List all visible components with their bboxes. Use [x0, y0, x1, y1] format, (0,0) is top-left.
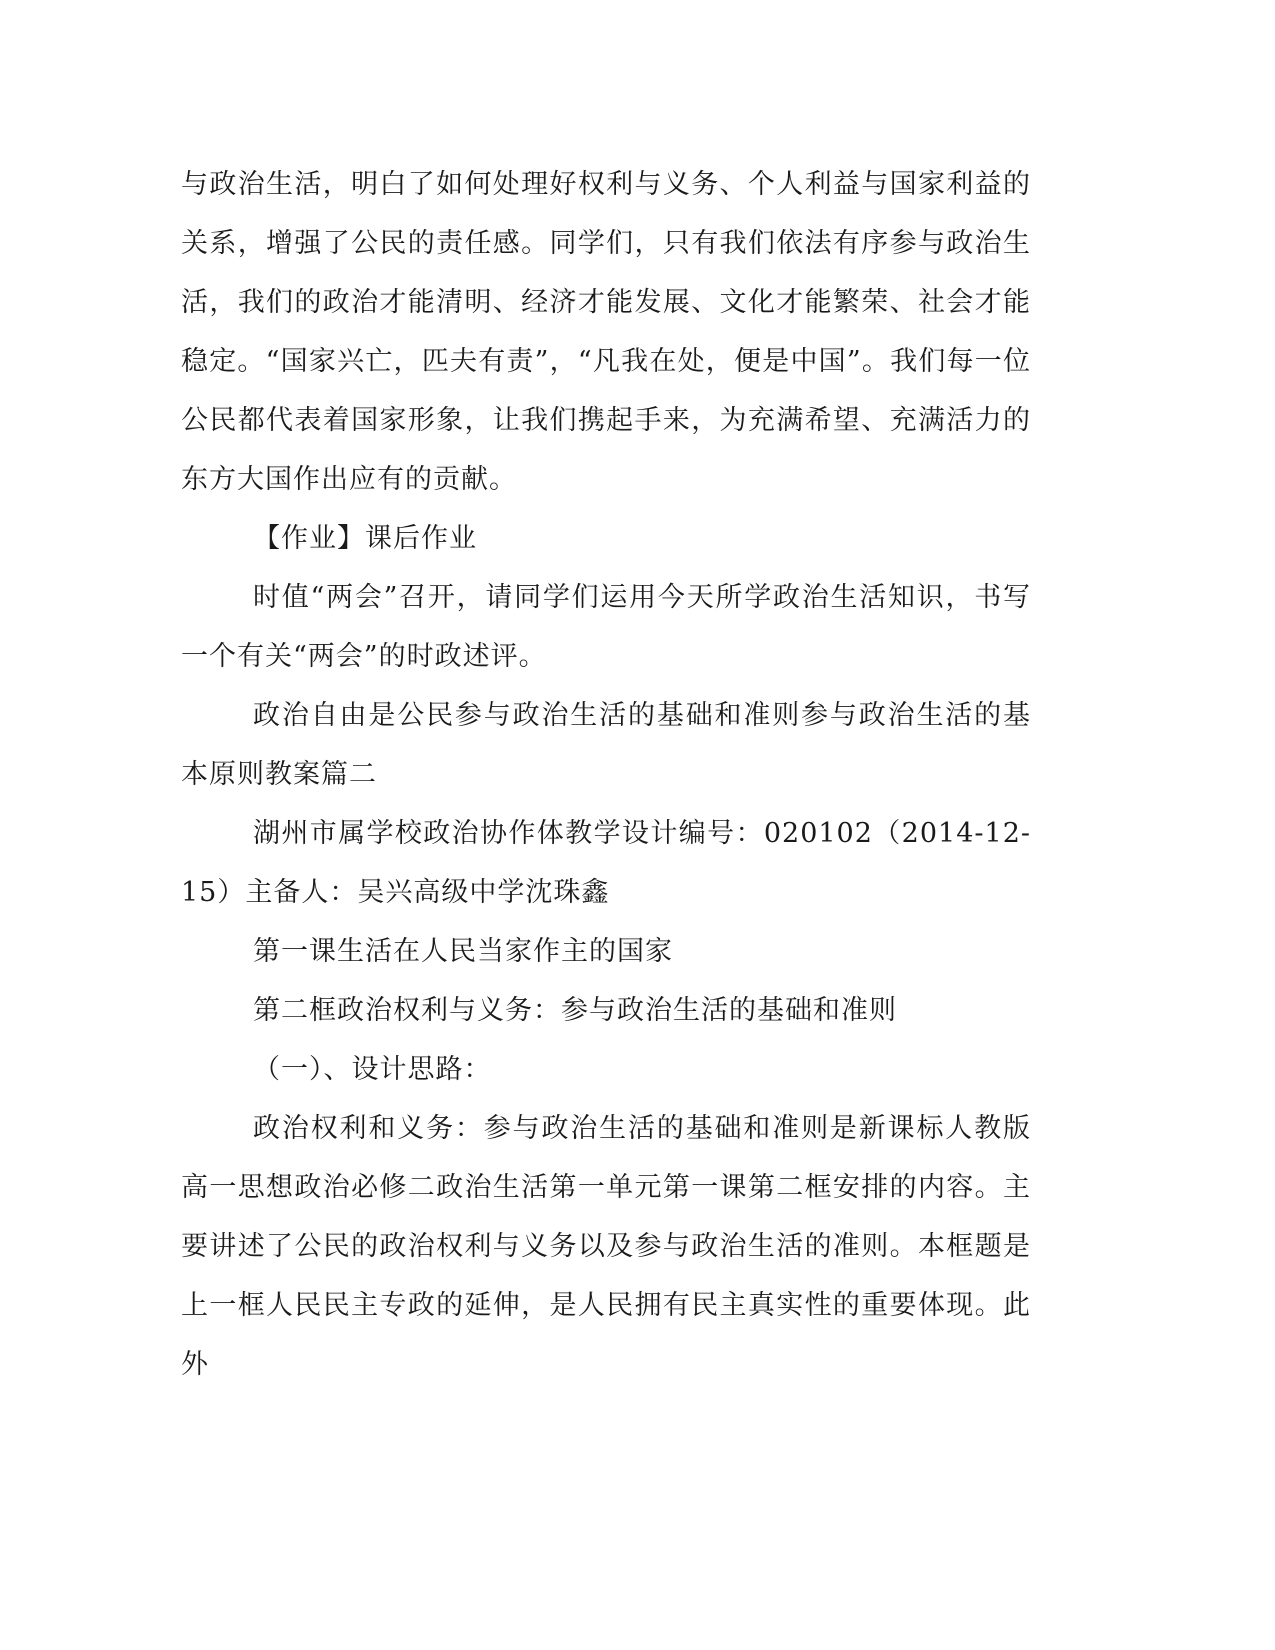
- homework-content: 时值“两会”召开，请同学们运用今天所学政治生活知识，书写一个有关“两会”的时政述评。: [181, 582, 1031, 672]
- design-idea-heading: （一）、设计思路：: [253, 1054, 492, 1085]
- design-number: 湖州市属学校政治协作体教学设计编号：020102（2014-12-15）主备人：吴兴高级中学沈珠鑫: [181, 818, 1031, 908]
- paragraph-conclusion: 与政治生活，明白了如何处理好权利与义务、个人利益与国家利益的关系，增强了公民的责任感。同学们，只有我们依法有序参与政治生活，我们的政治才能清明、经济才能发展、文化才能繁荣、社会才能稳定。“国家兴亡，匹夫有责”，“凡我在处，便是中国”。我们每一位公民都代表着国家形象，让我们携起手来，为充满希望、充满活力的东方大国作出应有的贡献。: [181, 169, 1031, 495]
- frame-title: 第二框政治权利与义务：参与政治生活的基础和准则: [253, 995, 897, 1026]
- document-page: [181, 155, 1031, 1394]
- article-title: 政治自由是公民参与政治生活的基础和准则参与政治生活的基本原则教案篇二: [181, 700, 1031, 790]
- design-idea-paragraph: 政治权利和义务：参与政治生活的基础和准则是新课标人教版高一思想政治必修二政治生活第一单元第一课第二框安排的内容。主要讲述了公民的政治权利与义务以及参与政治生活的准则。本框题是上一框人民民主专政的延伸，是人民拥有民主真实性的重要体现。此外: [181, 1113, 1031, 1380]
- homework-heading: 【作业】课后作业: [253, 523, 477, 554]
- lesson-title: 第一课生活在人民当家作主的国家: [253, 936, 673, 967]
